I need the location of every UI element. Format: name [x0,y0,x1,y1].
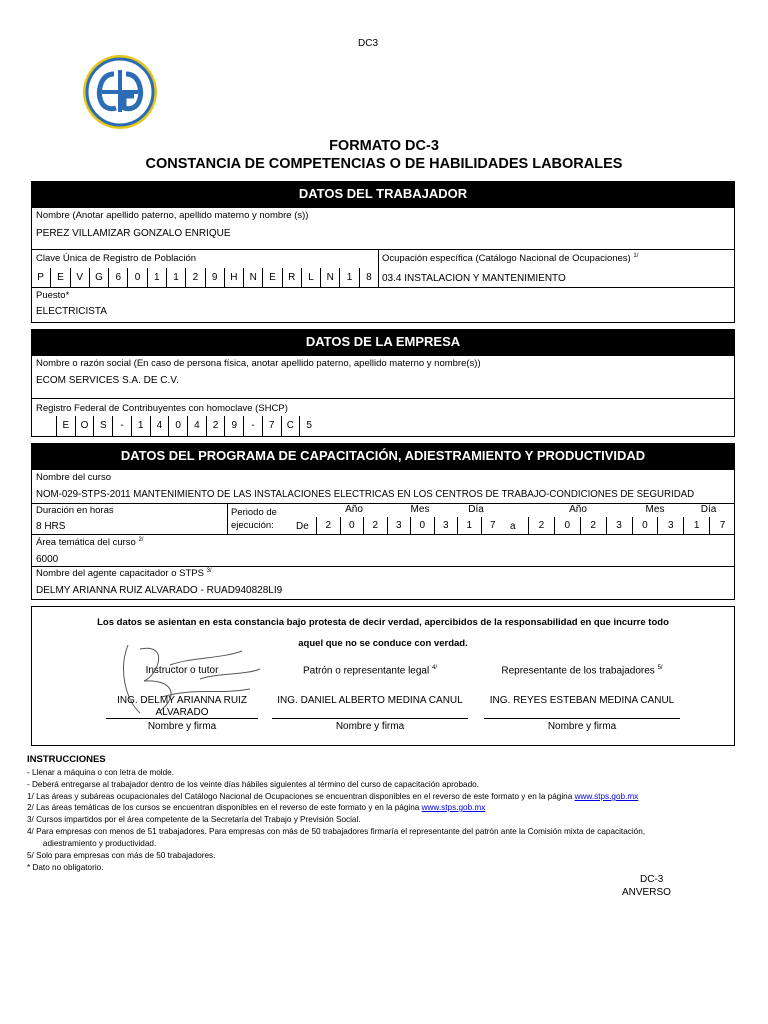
stps-link-1[interactable]: www.stps.gob.mx [574,792,639,801]
worker-name-label: Nombre (Anotar apellido paterno, apellido materno y nombre (s)) [36,210,309,221]
to-month-label: Mes [645,504,665,515]
to-date-cell: 2 [528,517,554,534]
employer-sign-label: Nombre y firma [335,721,405,732]
curp-cell: 1 [339,268,358,287]
statement-line-2: aquel que no se conduce con verdad. [298,638,468,649]
instruction-line-2: - Deberá entregarse al trabajador dentro de los veinte días hábiles siguientes al término del curso de capacitación aprobado. [27,780,479,789]
employer-role: Patrón o representante legal $^{4/}$ [303,665,437,677]
rfc-cell: 2 [206,416,225,436]
from-date-cell: 3 [387,517,411,534]
to-date-cell: 3 [606,517,632,534]
rfc-cell: 5 [299,416,318,436]
company-name-value: ECOM SERVICES S.A. DE C.V. [36,375,179,386]
instruction-line-7: adiestramiento y productividad. [27,839,157,848]
rfc-cell: 9 [224,416,243,436]
company-logo [80,52,160,132]
company-section-header: DATOS DE LA EMPRESA [31,329,735,355]
curp-cell: 8 [359,268,378,287]
workers-name: ING. REYES ESTEBAN MEDINA CANUL [489,695,675,706]
rfc-cell: 4 [187,416,206,436]
agent-label: Nombre del agente capacitador o STPS $^{3/}$ [36,568,212,580]
from-year-label: Año [345,504,363,515]
curp-cell: R [282,268,301,287]
period-to-label: a [510,521,516,532]
rfc-cell: 7 [262,416,281,436]
worker-section-header: DATOS DEL TRABAJADOR [31,181,735,207]
from-day-label: Día [468,504,484,515]
curp-cell: N [320,268,339,287]
period-label-2: ejecución: [231,520,274,531]
rfc-cell: S [93,416,112,436]
from-date-cell: 0 [410,517,434,534]
course-value: NOM-029-STPS-2011 MANTENIMIENTO DE LAS INSTALACIONES ELECTRICAS EN LOS CENTROS DE TRABAJO-CONDICIONES DE SEGURIDAD [36,489,695,500]
duration-value: 8 HRS [36,521,66,532]
company-name-label: Nombre o razón social (En caso de persona física, anotar apellido paterno, apellido materno y nombre(s)) [36,358,481,369]
period-label-1: Periodo de [231,507,277,518]
to-date-cell: 0 [554,517,580,534]
rfc-cell: 1 [131,416,150,436]
curp-cell: E [50,268,69,287]
instruction-line-3: 1/ Las áreas y subáreas ocupacionales del Catálogo Nacional de Ocupaciones se encuentran disponibles en el reverso de este formato y en la página www.stps.gob.mx [27,792,639,801]
instructor-role: Instructor o tutor [145,665,219,676]
agent-value: DELMY ARIANNA RUIZ ALVARADO - RUAD940828LI9 [36,585,283,596]
curp-cell: N [243,268,262,287]
workers-role: Representante de los trabajadores $^{5/}$ [501,665,663,677]
worker-section [31,207,735,323]
rfc-cell: 4 [150,416,169,436]
rfc-cell: - [112,416,131,436]
rfc-grid [56,416,318,436]
form-title: FORMATO DC-3 [329,138,439,154]
instruction-line-5: 3/ Cursos impartidos por el área competente de la Secretaría del Trabajo y Previsión Social. [27,815,361,824]
rfc-cell: - [243,416,262,436]
curp-label: Clave Única de Registro de Población [36,253,197,264]
rfc-cell: E [56,416,75,436]
footer-code: DC-3 [640,874,664,885]
curp-cell: 0 [127,268,146,287]
curp-cell: 6 [108,268,127,287]
occupation-value: 03.4 INSTALACION Y MANTENIMIENTO [382,273,566,284]
program-section-header: DATOS DEL PROGRAMA DE CAPACITACIÓN, ADIESTRAMIENTO Y PRODUCTIVIDAD [31,443,735,469]
curp-cell: H [224,268,243,287]
area-label: Área temática del curso $^{2/}$ [36,537,144,549]
employer-name: ING. DANIEL ALBERTO MEDINA CANUL [277,695,463,706]
curp-cell: V [70,268,89,287]
to-date-cell: 3 [657,517,683,534]
from-date-cell: 3 [434,517,458,534]
curp-cell: E [262,268,281,287]
to-date-cell: 1 [683,517,709,534]
instruction-line-9: * Dato no obligatorio. [27,863,104,872]
from-date-cell: 1 [457,517,481,534]
from-date-grid [316,517,504,534]
curp-cell: 1 [147,268,166,287]
to-day-label: Día [700,504,717,515]
instruction-line-6: 4/ Para empresas con menos de 51 trabajadores. Para empresas con más de 50 trabajadores firmaría el representante del patrón ante la Comisión mixta de capacitación, [27,827,646,836]
to-year-label: Año [569,504,587,515]
from-date-cell: 2 [316,517,340,534]
occupation-label: Ocupación específica (Catálogo Nacional de Ocupaciones) $^{1/}$ [382,253,639,265]
page-top-label: DC3 [358,38,379,49]
period-from-label: De [296,521,309,532]
position-value: ELECTRICISTA [36,306,107,317]
rfc-cell: O [75,416,94,436]
instructor-name: ING. DELMY ARIANNA RUIZ ALVARADO [117,695,247,718]
from-date-cell: 0 [340,517,364,534]
curp-cell: 1 [166,268,185,287]
from-month-label: Mes [410,504,430,515]
area-value: 6000 [36,554,59,565]
workers-sign-label: Nombre y firma [547,721,617,732]
curp-cell: L [301,268,320,287]
statement-line-1: Los datos se asientan en esta constancia bajo protesta de decir verdad, apercibidos de la responsabilidad en que incurre todo [97,617,669,628]
rfc-cell: C [281,416,300,436]
to-date-grid [528,517,735,534]
worker-name-value: PEREZ VILLAMIZAR GONZALO ENRIQUE [36,228,231,239]
rfc-label: Registro Federal de Contribuyentes con homoclave (SHCP) [36,403,288,414]
to-date-cell: 0 [632,517,658,534]
curp-cell: 2 [185,268,204,287]
instruction-line-8: 5/ Solo para empresas con más de 50 trabajadores. [27,851,216,860]
footer-side: ANVERSO [622,887,671,898]
curp-cell: 9 [205,268,224,287]
rfc-cell: 0 [168,416,187,436]
instruction-line-4: 2/ Las áreas temáticas de los cursos se encuentran disponibles en el reverso de este formato y en la página www.stps.gob.mx [27,803,486,812]
to-date-cell: 2 [580,517,606,534]
from-date-cell: 7 [481,517,505,534]
stps-link-2[interactable]: www.stps.gob.mx [421,803,486,812]
curp-cell: G [89,268,108,287]
instructor-sign-label: Nombre y firma [147,721,217,732]
from-date-cell: 2 [363,517,387,534]
course-label: Nombre del curso [36,472,111,483]
instructions-title: INSTRUCCIONES [27,754,106,765]
position-label: Puesto* [36,290,70,301]
curp-grid [31,268,378,287]
curp-cell: P [37,272,44,283]
instruction-line-1: - Llenar a máquina o con letra de molde. [27,768,175,777]
duration-label: Duración en horas [36,505,114,516]
form-subtitle: CONSTANCIA DE COMPETENCIAS O DE HABILIDADES LABORALES [145,156,623,172]
to-date-cell: 7 [709,517,735,534]
